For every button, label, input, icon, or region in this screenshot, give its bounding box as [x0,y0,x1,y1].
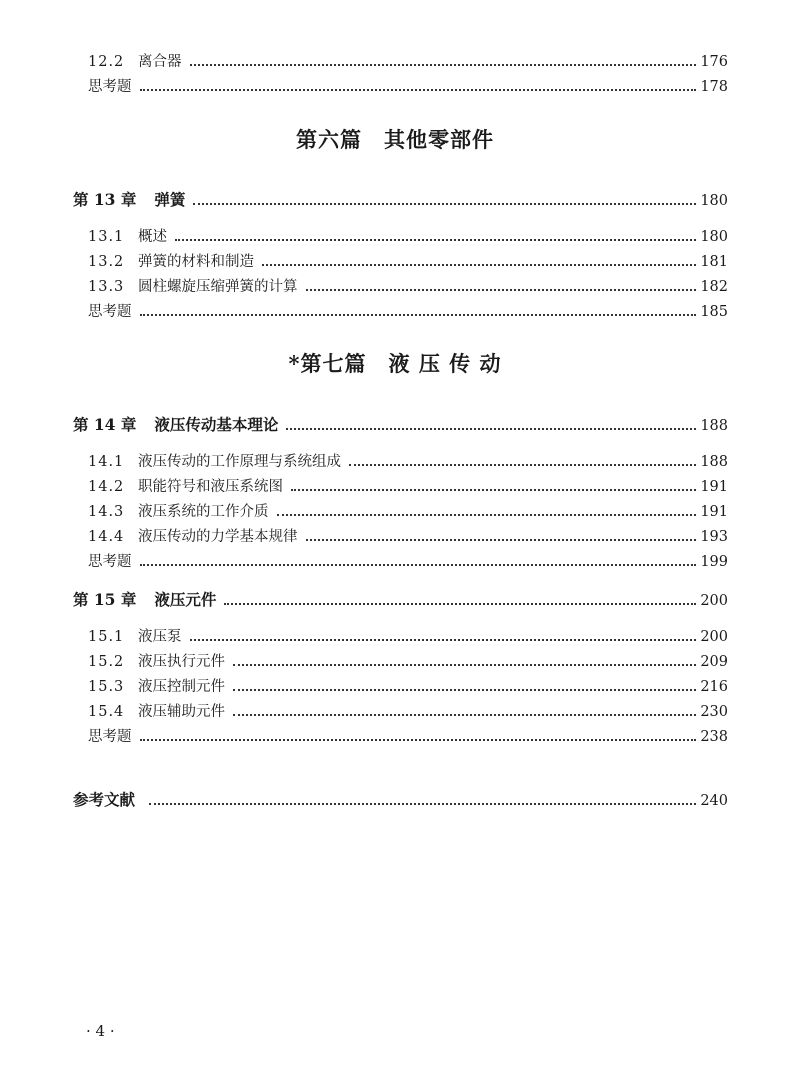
page-number: 180 [700,193,728,209]
dot-leader [190,638,697,641]
chapter-title: 弹簧 [154,190,186,209]
toc-entry-13-2[interactable] [88,252,728,272]
page-number: 191 [700,504,728,520]
section-number: 12.2 [88,54,125,70]
part-title: 液 压 传 动 [388,351,502,376]
dot-leader [233,713,696,716]
dot-leader [149,802,696,805]
page-number: 185 [700,304,728,320]
chapter-number: 第 15 章 [73,590,137,609]
section-number: 14.3 [88,504,125,520]
toc-entry-15-1[interactable] [88,627,728,647]
section-title: 概述 [138,229,167,245]
dot-leader [286,427,696,430]
folio-page-number: · 4 · [86,1022,115,1040]
section-title: 思考题 [88,729,132,745]
dot-leader [306,288,697,291]
dot-leader [224,602,696,605]
toc-entry-12-2[interactable] [88,52,728,72]
page-number: 199 [700,554,728,570]
page-number: 240 [700,793,728,809]
part-title: 其他零部件 [384,127,494,152]
section-title: 液压辅助元件 [138,704,225,720]
chapter-title: 液压传动基本理论 [154,415,279,434]
page-number: 191 [700,479,728,495]
references-title: 参考文献 [73,790,136,809]
dot-leader [277,513,697,516]
dot-leader [175,238,696,241]
toc-chapter-15[interactable] [73,590,728,611]
dot-leader [233,663,696,666]
page-number: 200 [700,629,728,645]
page-number: 178 [700,79,728,95]
section-title: 液压执行元件 [138,654,225,670]
toc-entry-ch13-exercises[interactable] [88,302,728,322]
page-number: 216 [700,679,728,695]
section-title: 液压系统的工作介质 [138,504,269,520]
section-title: 液压控制元件 [138,679,225,695]
chapter-number: 第 13 章 [73,190,137,209]
part-heading-6 [0,124,790,154]
toc-entry-15-4[interactable] [88,702,728,722]
part-heading-7 [0,348,790,378]
section-number: 14.2 [88,479,125,495]
section-number: 14.4 [88,529,125,545]
part-label: 第六篇 [296,127,362,152]
page-number: 180 [700,229,728,245]
toc-entry-15-3[interactable] [88,677,728,697]
toc-chapter-14[interactable] [73,415,728,436]
dot-leader [190,63,697,66]
section-title: 思考题 [88,554,132,570]
dot-leader [349,463,696,466]
page-number: 176 [700,54,728,70]
dot-leader [140,738,697,741]
section-number: 13.2 [88,254,125,270]
page-number: 200 [700,593,728,609]
section-number: 13.3 [88,279,125,295]
dot-leader [140,313,697,316]
toc-entry-ch14-exercises[interactable] [88,552,728,572]
chapter-title: 液压元件 [154,590,217,609]
section-number: 15.2 [88,654,125,670]
section-number: 15.3 [88,679,125,695]
toc-entry-13-3[interactable] [88,277,728,297]
section-title: 液压传动的力学基本规律 [138,529,298,545]
page-number: 193 [700,529,728,545]
part-label: *第七篇 [288,351,367,376]
section-number: 15.4 [88,704,125,720]
toc-entry-14-4[interactable] [88,527,728,547]
page-number: 188 [700,418,728,434]
toc-entry-14-1[interactable] [88,452,728,472]
section-title: 弹簧的材料和制造 [138,254,254,270]
dot-leader [233,688,696,691]
chapter-number: 第 14 章 [73,415,137,434]
toc-entry-ch15-exercises[interactable] [88,727,728,747]
section-title: 思考题 [88,304,132,320]
page-number: 181 [700,254,728,270]
section-title: 离合器 [138,54,182,70]
toc-entry-14-3[interactable] [88,502,728,522]
section-number: 15.1 [88,629,125,645]
section-number: 13.1 [88,229,125,245]
dot-leader [262,263,696,266]
toc-references[interactable] [73,790,728,811]
section-title: 液压泵 [138,629,182,645]
page-number: 182 [700,279,728,295]
page-number: 230 [700,704,728,720]
toc-entry-13-1[interactable] [88,227,728,247]
dot-leader [291,488,696,491]
toc-entry-15-2[interactable] [88,652,728,672]
dot-leader [306,538,697,541]
toc-chapter-13[interactable] [73,190,728,211]
page-number: 238 [700,729,728,745]
page-number: 209 [700,654,728,670]
dot-leader [140,88,697,91]
section-title: 职能符号和液压系统图 [138,479,283,495]
section-title: 思考题 [88,79,132,95]
dot-leader [193,202,696,205]
page-number: 188 [700,454,728,470]
section-title: 圆柱螺旋压缩弹簧的计算 [138,279,298,295]
dot-leader [140,563,697,566]
section-title: 液压传动的工作原理与系统组成 [138,454,341,470]
toc-entry-14-2[interactable] [88,477,728,497]
toc-entry-ch12-exercises[interactable] [88,77,728,97]
section-number: 14.1 [88,454,125,470]
